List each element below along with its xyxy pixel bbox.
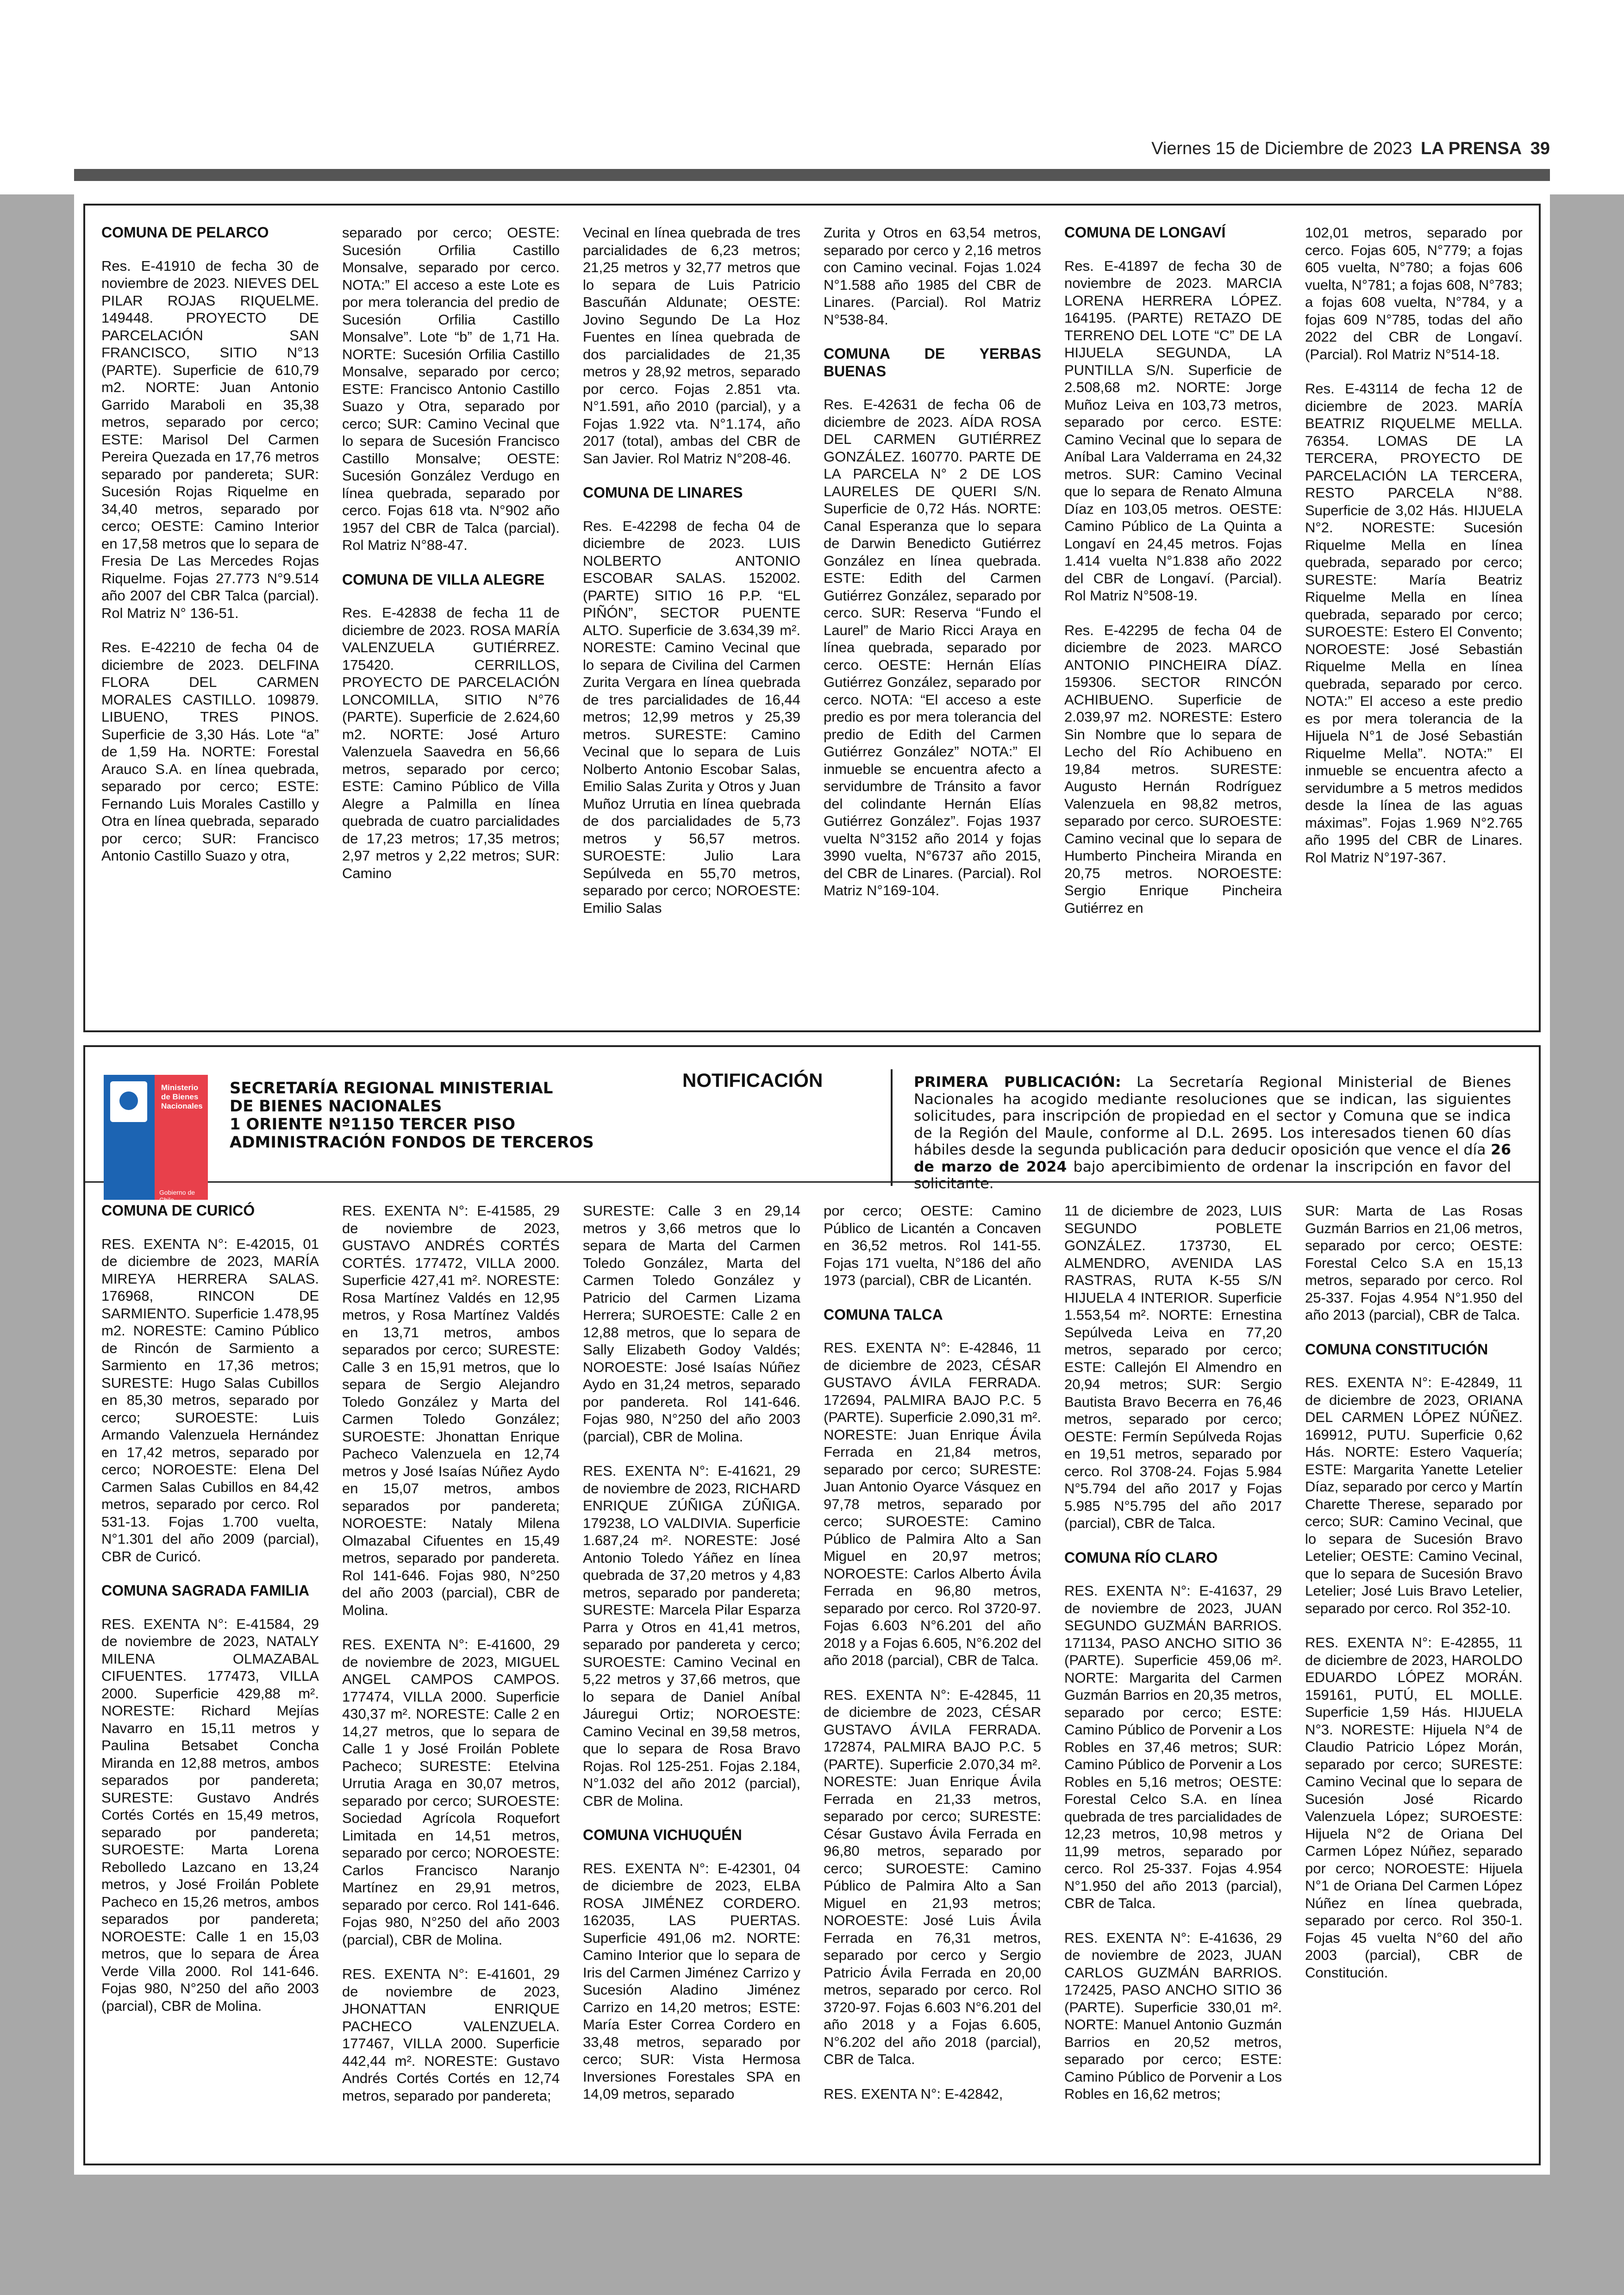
office-line: SECRETARÍA REGIONAL MINISTERIAL [230,1079,553,1098]
resolution-entry: Res. E-42631 de fecha 06 de diciembre de 2023. AÍDA ROSA DEL CARMEN GUTIÉRREZ GONZÁLEZ. 160770. PARTE DE LA PARCELA N° 2 DE LOS LAURELES DE QUERI S/N. Superficie de 0,72 Hás. NORTE: Canal Esperanza que lo separa de Darwin Benedicto Gutiérrez González en línea quebrada. ESTE: Edith del Carmen Gutiérrez González, separado por cerco. SUR: Reserva “Fundo el Laurel” de Mario Ricci Araya en línea quebrada, separado por cerco. OESTE: Hernán Elías Gutiérrez González, separado por cerco. NOTA: “El acceso a este predio es por mera tolerancia del predio de Edith del Carmen Gutiérrez González” NOTA:” El inmueble se encuentra afecto a servidumbre de Tránsito a favor del colindante Hernán Elías Gutiérrez González”. Fojas 1937 vuelta N°3152 año 2014 y fojas 3990 vuelta, N°6737 año 2015, del CBR de Linares. (Parcial). Rol Matriz N°169-104. [824,396,1041,898]
bottom-notices-frame [83,1045,1541,2165]
page-header [1151,139,1550,159]
publication-text [914,1074,1511,1192]
resolution-entry: SURESTE: Calle 3 en 29,14 metros y 3,66 metros que lo separa de Marta del Carmen Toledo González, Marta del Carmen Toledo González y Patricio del Carmen Lizama Herrera; SUROESTE: Calle 2 en 12,88 metros, que lo separa de Sally Elizabeth Godoy Valdés; NOROESTE: José Isaías Núñez Aydo en 31,24 metros, separado por pandereta. Rol 141-646. Fojas 980, N°250 del año 2003 (parcial), CBR de Molina. [583,1203,800,1445]
resolution-entry: Vecinal en línea quebrada de tres parcialidades de 6,23 metros; 21,25 metros y 32,77 metros que lo separa de Luis Patricio Bascuñán Aldunate; OESTE: Jovino Segundo De La Hoz Fuentes en línea quebrada de dos parcialidades de 21,35 metros y 28,92 metros, separado por cerco. Fojas 2.851 vta. N°1.591, año 2010 (parcial), y a Fojas 1.922 vta. N°1.174, año 2017 (total), ambas del CBR de San Javier. Rol Matriz N°208-46. [583,225,800,467]
resolution-entry: RES. EXENTA N°: E-41601, 29 de noviembre de 2023, JHONATTAN ENRIQUE PACHECO VALENZUELA. 177467, VILLA 2000. Superficie 442,44 m². NORESTE: Gustavo Andrés Cortés Cortés en 12,74 metros, separado por pandereta; [342,1966,560,2104]
resolution-entry: Res. E-41910 de fecha 30 de noviembre de 2023. NIEVES DEL PILAR ROJAS RIQUELME. 149448. PROYECTO DE PARCELACIÓN SAN FRANCISCO, SITIO N°13 (PARTE). Superficie de 610,79 m2. NORTE: Juan Antonio Garrido Maraboli en 35,38 metros, separado por cerco; ESTE: Marisol Del Carmen Pereira Quezada en 17,76 metros separado por pandereta; SUR: Sucesión Rojas Riquelme en 34,40 metros, separado por cerco; OESTE: Camino Interior en 17,58 metros que lo separa de Fresia De Las Mercedes Rojas Riquelme. Fojas 27.773 N°9.514 año 2007 del CBR Talca (parcial). Rol Matriz N° 136-51. [101,257,319,621]
coat-of-arms-icon [110,1081,147,1122]
text-column [1064,224,1282,1030]
publication-label: PRIMERA PUBLICACIÓN: [914,1074,1121,1091]
resolution-entry: RES. EXENTA N°: E-42842, [824,2085,1003,2102]
resolution-entry: RES. EXENTA N°: E-41584, 29 de noviembre de 2023, NATALY MILENA OLMAZABAL CIFUENTES. 177473, VILLA 2000. Superficie 429,88 m². NORESTE: Richard Mejías Navarro en 15,11 metros y Paulina Betsabet Concha Miranda en 12,88 metros, ambos separados por pandereta; SURESTE: Gustavo Andrés Cortés Cortés en 15,49 metros, separado por pandereta; SUROESTE: Marta Lorena Rebolledo Lazcano en 13,24 metros, y José Froilán Poblete Pacheco en 15,26 metros, ambos separados por pandereta; NOROESTE: Calle 1 en 15,03 metros, que lo separa de Área Verde Villa 2000. Rol 141-646. Fojas 980, N°250 del año 2003 (parcial), CBR de Molina. [101,1615,319,2014]
text-column [1305,1202,1523,2164]
notification-title: NOTIFICACIÓN [682,1069,823,1091]
text-column [824,1202,1041,2164]
resolution-entry: SUR: Marta de Las Rosas Guzmán Barrios en 21,06 metros, separado por cerco; OESTE: Forestal Celco S.A en 15,13 metros, separado por cerco. Rol 25-337. Fojas 4.954 N°1.950 del año 2013 (parcial), CBR de Talca. [1305,1203,1523,1323]
commune-heading: COMUNA VICHUQUÉN [583,1827,742,1843]
commune-heading: COMUNA CONSTITUCIÓN [1305,1341,1488,1358]
resolution-entry: RES. EXENTA N°: E-42846, 11 de diciembre de 2023, CÉSAR GUSTAVO ÁVILA FERRADA. 172694, PALMIRA BAJO P.C. 5 (PARTE). Superficie 2.090,31 m². NORESTE: Juan Enrique Ávila Ferrada en 21,84 metros, separado por cerco; SURESTE: Juan Antonio Oyarce Vásquez en 97,78 metros, separado por cerco; SUROESTE: Camino Público de Palmira Alto a San Miguel en 20,97 metros; NOROESTE: Carlos Alberto Ávila Ferrada en 96,80 metros, separado por cerco. Rol 3720-97. Fojas 6.603 N°6.201 del año 2018 y a Fojas 6.605, N°6.202 del año 2018 (parcial), CBR de Talca. [824,1340,1041,1668]
resolution-entry: RES. EXENTA N°: E-41636, 29 de noviembre de 2023, JUAN CARLOS GUZMÁN BARRIOS. 172425, PASO ANCHO SITIO 36 (PARTE). Superficie 330,01 m². NORTE: Manuel Antonio Guzmán Barrios en 20,52 metros, separado por cerco; ESTE: Camino Público de Porvenir a Los Robles en 16,62 metros; [1064,1929,1282,2102]
deadline-date: 26 de marzo de 2024 [914,1141,1511,1175]
resolution-entry: RES. EXENTA N°: E-41637, 29 de noviembre de 2023, JUAN SEGUNDO GUZMÁN BARRIOS. 171134, PASO ANCHO SITIO 36 (PARTE). Superficie 459,06 m². NORTE: Margarita del Carmen Guzmán Barrios en 20,35 metros, separado por cerco; ESTE: Camino Público de Porvenir a Los Robles en 37,46 metros; SUR: Camino Público de Porvenir a Los Robles en 5,16 metros; OESTE: Forestal Celco S.A. en línea quebrada de tres parcialidades de 12,23 metros, 10,98 metros y 11,99 metros, separado por cerco. Rol 25-337. Fojas 4.954 N°1.950 del año 2013 (parcial), CBR de Talca. [1064,1583,1282,1911]
resolution-entry: RES. EXENTA N°: E-42845, 11 de diciembre de 2023, CÉSAR GUSTAVO ÁVILA FERRADA. 172874, PALMIRA BAJO P.C. 5 (PARTE). Superficie 2.070,34 m². NORESTE: Juan Enrique Ávila Ferrada en 21,33 metros, separado por cerco; SURESTE: César Gustavo Ávila Ferrada en 96,80 metros, separado por cerco; SUROESTE: Camino Público de Palmira Alto a San Miguel en 21,93 metros; NOROESTE: José Luis Ávila Ferrada en 76,31 metros, separado por cerco y Sergio Patricio Ávila Ferrada en 20,00 metros, separado por cerco. Rol 3720-97. Fojas 6.603 N°6.201 del año 2018 y a Fojas 6.605, N°6.202 del año 2018 (parcial), CBR de Talca. [824,1686,1041,2067]
office-line: DE BIENES NACIONALES [230,1097,442,1116]
text-column [342,224,560,1030]
header-rule [74,169,1550,181]
header-divider [891,1069,893,1186]
resolution-entry: RES. EXENTA N°: E-42301, 04 de diciembre de 2023, ELBA ROSA JIMÉNEZ CORDERO. 162035, LAS PUERTAS. Superficie 491,06 m2. NORTE: Camino Interior que lo separa de Iris del Carmen Jiménez Carrizo y Sucesión Aladino Jiménez Carrizo en 14,20 metros; ESTE: María Ester Correa Cordero en 33,48 metros, separado por cerco; SUR: Vista Hermosa Inversiones Forestales SPA en 14,09 metros, separado [583,1860,800,2102]
resolution-entry: Zurita y Otros en 63,54 metros, separado por cerco y 2,16 metros con Camino vecinal. Fojas 1.024 N°1.588 año 1985 del CBR de Linares. (Parcial). Rol Matriz N°538-84. [824,225,1041,328]
resolution-entry: RES. EXENTA N°: E-41585, 29 de noviembre de 2023, GUSTAVO ANDRÉS CORTÉS CORTÉS. 177472, VILLA 2000. Superficie 427,41 m². NORESTE: Rosa Martínez Valdés en 12,95 metros, y Rosa Martínez Valdés en 13,71 metros, ambos separados por cerco; SURESTE: Calle 3 en 15,91 metros, que lo separa de Sergio Alejandro Toledo González y Marta del Carmen Toledo González; SUROESTE: Jhonattan Enrique Pacheco Valenzuela en 12,74 metros y José Isaías Núñez Aydo en 15,07 metros, ambos separados por pandereta; NOROESTE: Nataly Milena Olmazabal Cifuentes en 15,49 metros, separado por pandereta. Rol 141-646. Fojas 980, N°250 del año 2003 (parcial), CBR de Molina. [342,1203,560,1618]
commune-heading: COMUNA DE LONGAVÍ [1064,224,1226,241]
commune-heading: COMUNA RÍO CLARO [1064,1549,1218,1566]
resolution-entry: RES. EXENTA N°: E-42015, 01 de diciembre de 2023, MARÍA MIREYA HERRERA SALAS. 176968, RINCON DE SARMIENTO. Superficie 1.478,95 m2. NORESTE: Camino Público de Rincón de Sarmiento a Sarmiento en 17,36 metros; SURESTE: Hugo Salas Cubillos en 85,30 metros, separado por cerco; SUROESTE: Luis Armando Valenzuela Hernández en 17,42 metros, separado por cerco; NOROESTE: Elena Del Carmen Salas Cubillos en 84,42 metros, separado por cerco. Rol 531-13. Fojas 1.700 vuelta, N°1.301 del año 2009 (parcial), CBR de Curicó. [101,1235,319,1565]
text-column [101,1202,319,2164]
resolution-entry: 11 de diciembre de 2023, LUIS SEGUNDO POBLETE GONZÁLEZ. 173730, EL ALMENDRO, AVENIDA LAS RASTRAS, RUTA K-55 S/N HIJUELA 4 INTERIOR. Superficie 1.553,54 m². NORTE: Ernestina Sepúlveda Leiva en 77,20 metros, separado por cerco; ESTE: Callejón El Almendro en 20,94 metros; SUR: Sergio Bautista Bravo Becerra en 76,46 metros, separado por cerco; OESTE: Fermín Sepúlveda Rojas en 19,51 metros, separado por cerco. Rol 3708-24. Fojas 5.984 N°5.794 del año 2017 y Fojas 5.985 N°5.795 del año 2017 (parcial), CBR de Talca. [1064,1203,1282,1531]
commune-heading: COMUNA SAGRADA FAMILIA [101,1582,310,1599]
commune-heading: COMUNA TALCA [824,1306,943,1323]
page-number: 39 [1530,139,1550,158]
office-line: 1 ORIENTE Nº1150 TERCER PISO [230,1115,516,1134]
resolution-entry: Res. E-42295 de fecha 04 de diciembre de 2023. MARCO ANTONIO PINCHEIRA DÍAZ. 159306. SECTOR RINCÓN ACHIBUENO. Superficie de 2.039,97 m2. NORESTE: Estero Sin Nombre que lo separa de Lecho del Río Achibueno en 19,84 metros. SURESTE: Augusto Hernán Rodríguez Valenzuela en 98,82 metros, separado por cerco. SUROESTE: Camino vecinal que lo separa de Humberto Pincheira Miranda en 20,75 metros. NOROESTE: Sergio Enrique Pincheira Gutiérrez en [1064,622,1282,916]
bottom-columns [85,1186,1539,2164]
text-column [342,1202,560,2164]
top-columns [85,206,1539,1030]
ministry-logo [104,1075,208,1204]
text-column [583,224,800,1030]
commune-heading: COMUNA DE VILLA ALEGRE [342,571,545,588]
text-column [583,1202,800,2164]
logo-gov-text: Gobierno de Chile [159,1189,195,1204]
resolution-entry: RES. EXENTA N°: E-41621, 29 de noviembre de 2023, RICHARD ENRIQUE ZÚÑIGA ZÚÑIGA. 179238, LO VALDIVIA. Superficie 1.687,24 m². NORESTE: José Antonio Toledo Yáñez en línea quebrada de 37,20 metros y 4,83 metros, separado por pandereta; SURESTE: Marcela Pilar Esparza Parra y Otros en 41,41 metros, separado por pandereta y cerco; SUROESTE: Camino Vecinal en 5,22 metros y 37,66 metros, que lo separa de Daniel Aníbal Jáuregui Ortiz; NOROESTE: Camino Vecinal en 39,58 metros, que lo separa de Rosa Bravo Rojas. Rol 125-251. Fojas 2.184, N°1.032 del año 2012 (parcial), CBR de Molina. [583,1463,800,1809]
resolution-entry: RES. EXENTA N°: E-42855, 11 de diciembre de 2023, HAROLDO EDUARDO LÓPEZ MORÁN. 159161, PUTÚ, EL MOLLE. Superficie 1,59 Hás. HIJUELA N°3. NORESTE: Hijuela N°4 de Claudio Patricio López Morán, separado por cerco; SURESTE: Camino Vecinal que lo separa de Sucesión José Ricardo Valenzuela López; SUROESTE: Hijuela N°2 de Oriana Del Carmen López Núñez, separado por cerco; NOROESTE: Hijuela N°1 de Oriana Del Carmen López Núñez en línea quebrada, separado por cerco. Rol 350-1. Fojas 45 vuelta N°60 del año 2003 (parcial), CBR de Constitución. [1305,1634,1523,1981]
commune-heading: COMUNA DE YERBAS BUENAS [824,345,1041,380]
top-notices-panel [74,194,1550,1041]
resolution-entry: Res. E-42298 de fecha 04 de diciembre de 2023. LUIS NOLBERTO ANTONIO ESCOBAR SALAS. 152002. (PARTE) SITIO 16 P.P. “EL PIÑÓN”, SECTOR PUENTE ALTO. Superficie de 3.634,39 m². NORESTE: Camino Vecinal que lo separa de Civilina del Carmen Zurita Vergara en línea quebrada de tres parcialidades de 16,44 metros; 12,99 metros y 25,39 metros. SURESTE: Camino Vecinal que lo separa de Luis Nolberto Antonio Escobar Salas, Emilio Salas Zurita y Otros y Juan Muñoz Urrutia en línea quebrada de dos parcialidades de 5,73 metros y 56,57 metros. SUROESTE: Julio Lara Sepúlveda en 55,70 metros, separado por cerco; NOROESTE: Emilio Salas [583,518,800,916]
commune-heading: COMUNA DE PELARCO [101,224,269,241]
resolution-entry: 102,01 metros, separado por cerco. Fojas 605, N°779; a fojas 605 vuelta, N°780; a fojas 606 vuelta, N°781; a fojas 608, N°783; a fojas 608 vuelta, N°784, y a fojas 609 N°785, todas del año 2022 del CBR de Longaví. (Parcial). Rol Matriz N°514-18. [1305,225,1523,362]
text-column [101,224,319,1030]
office-line: ADMINISTRACIÓN FONDOS DE TERCEROS [230,1133,594,1152]
bottom-columns-wrap [85,1186,1539,2164]
header-date: Viernes 15 de Diciembre de 2023 [1151,139,1412,158]
office-address [230,1079,594,1152]
resolution-entry: Res. E-41897 de fecha 30 de noviembre de 2023. MARCIA LORENA HERRERA LÓPEZ. 164195. (PARTE) RETAZO DE TERRENO DEL LOTE “C” DE LA HIJUELA SEGUNDA, LA PUNTILLA S/N. Superficie de 2.508,68 m2. NORTE: Jorge Muñoz Leiva en 103,73 metros, separado por cerco. ESTE: Camino Vecinal que lo separa de Aníbal Lara Valderrama en 24,32 metros. SUR: Camino Vecinal que lo separa de Renato Almuna Díaz en 103,05 metros. OESTE: Camino Público de La Quinta a Longaví en 24,45 metros. Fojas 1.414 vuelta N°1.838 año 2022 del CBR de Longaví. (Parcial). Rol Matriz N°508-19. [1064,257,1282,604]
logo-ministry-text: Ministerio de Bienes Nacionales [161,1083,203,1110]
text-column [824,224,1041,1030]
publication-body: La Secretaría Regional Ministerial de Bienes Nacionales ha acogido mediante resoluciones que se indican, las siguientes solicitudes, para inscripción de propiedad en el sector y Comuna que se indica de la Región del Maule, conforme al D.L. 2695. Los interesados tienen 60 días hábiles desde la segunda publicación para deducir oposición que vence el día [914,1074,1511,1158]
newspaper-name: LA PRENSA [1420,139,1522,158]
resolution-entry: Res. E-42210 de fecha 04 de diciembre de 2023. DELFINA FLORA DEL CARMEN MORALES CASTILLO. 109879. LIBUENO, TRES PINOS. Superficie de 3,30 Hás. Lote “a” de 1,59 Ha. NORTE: Forestal Arauco S.A. en línea quebrada, separado por cerco; ESTE: Fernando Luis Morales Castillo y Otra en línea quebrada, separado por cerco; SUR: Francisco Antonio Castillo Suazo y otra, [101,639,319,864]
resolution-entry: separado por cerco; OESTE: Sucesión Orfilia Castillo Monsalve, separado por cerco. NOTA:” El acceso a este Lote es por mera tolerancia del predio de Sucesión Orfilia Castillo Monsalve”. Lote “b” de 1,71 Ha. NORTE: Sucesión Orfilia Castillo Monsalve, separado por cerco; ESTE: Francisco Antonio Castillo Suazo y Otra, separado por cerco; SUR: Camino Vecinal que lo separa de Sucesión Francisco Castillo Monsalve; OESTE: Sucesión González Verdugo en línea quebrada, separado por cerco. Fojas 618 vta. N°902 año 1957 del CBR de Talca (parcial). Rol Matriz N°88-47. [342,225,560,553]
resolution-entry: por cerco; OESTE: Camino Público de Licantén a Concaven en 36,52 metros. Rol 141-55. Fojas 171 vuelta, N°186 del año 1973 (parcial), CBR de Licantén. [824,1203,1041,1288]
resolution-entry: Res. E-43114 de fecha 12 de diciembre de 2023. MARÍA BEATRIZ RIQUELME MELLA. 76354. LOMAS DE LA TERCERA, PROYECTO DE PARCELACIÓN LA TERCERA, RESTO PARCELA N°88. Superficie de 3,02 Hás. HIJUELA N°2. NORESTE: Sucesión Riquelme Mella en línea quebrada, separado por cerco; SURESTE: María Beatriz Riquelme Mella en línea quebrada, separado por cerco; SUROESTE: Estero El Convento; NOROESTE: José Sebastián Riquelme Mella en línea quebrada, separado por cerco. NOTA:” El acceso a este predio es por mera tolerancia de la Hijuela N°1 de José Sebastián Riquelme Mella”. NOTA:” El inmueble se encuentra afecto a servidumbre a 5 metros medidos desde la línea de las aguas máximas”. Fojas 1.969 N°2.765 año 1995 del CBR de Linares. Rol Matriz N°197-367. [1305,380,1523,866]
publication-tail: bajo apercibimiento de ordenar la inscripción en favor del solicitante. [914,1158,1511,1192]
resolution-entry: Res. E-42838 de fecha 11 de diciembre de 2023. ROSA MARÍA VALENZUELA GUTIÉRREZ. 175420. CERRILLOS, PROYECTO DE PARCELACIÓN LONCOMILLA, SITIO N°76 (PARTE). Superficie de 2.624,60 m2. NORTE: José Arturo Valenzuela Saavedra en 56,66 metros, separado por cerco; ESTE: Camino Público de Villa Alegre a Palmilla en línea quebrada de cuatro parcialidades de 17,23 metros; 17,35 metros; 2,97 metros y 2,22 metros; SUR: Camino [342,605,560,881]
text-column [1305,224,1523,1030]
page-header-area [0,0,1624,194]
resolution-entry: RES. EXENTA N°: E-42849, 11 de diciembre de 2023, ORIANA DEL CARMEN LÓPEZ NÚÑEZ. 169912, PUTU. Superficie 0,62 Hás. NORTE: Estero Vaquería; ESTE: Margarita Yanette Letelier Díaz, separado por cerco y Martín Charette Therese, separado por cerco; SUR: Camino Vecinal, que lo separa de Sucesión Bravo Letelier; OESTE: Camino Vecinal, que lo separa de Sucesión Bravo Letelier; José Luis Bravo Letelier, separado por cerco. Rol 352-10. [1305,1374,1523,1616]
text-column [1064,1202,1282,2164]
top-notices-frame [83,204,1541,1032]
commune-heading: COMUNA DE CURICÓ [101,1202,255,1219]
resolution-entry: RES. EXENTA N°: E-41600, 29 de noviembre de 2023, MIGUEL ANGEL CAMPOS CAMPOS. 177474, VILLA 2000. Superficie 430,37 m². NORESTE: Calle 2 en 14,27 metros, que lo separa de Calle 1 y José Froilán Poblete Pacheco; SURESTE: Etelvina Urrutia Araga en 30,07 metros, separado por cerco; SUROESTE: Sociedad Agrícola Roquefort Limitada en 14,51 metros, separado por cerco; NOROESTE: Carlos Francisco Naranjo Martínez en 29,91 metros, separado por cerco. Rol 141-646. Fojas 980, N°250 del año 2003 (parcial), CBR de Molina. [342,1636,560,1948]
notification-header [85,1047,1539,1204]
commune-heading: COMUNA DE LINARES [583,484,743,501]
bottom-notices-panel [74,1036,1550,2175]
